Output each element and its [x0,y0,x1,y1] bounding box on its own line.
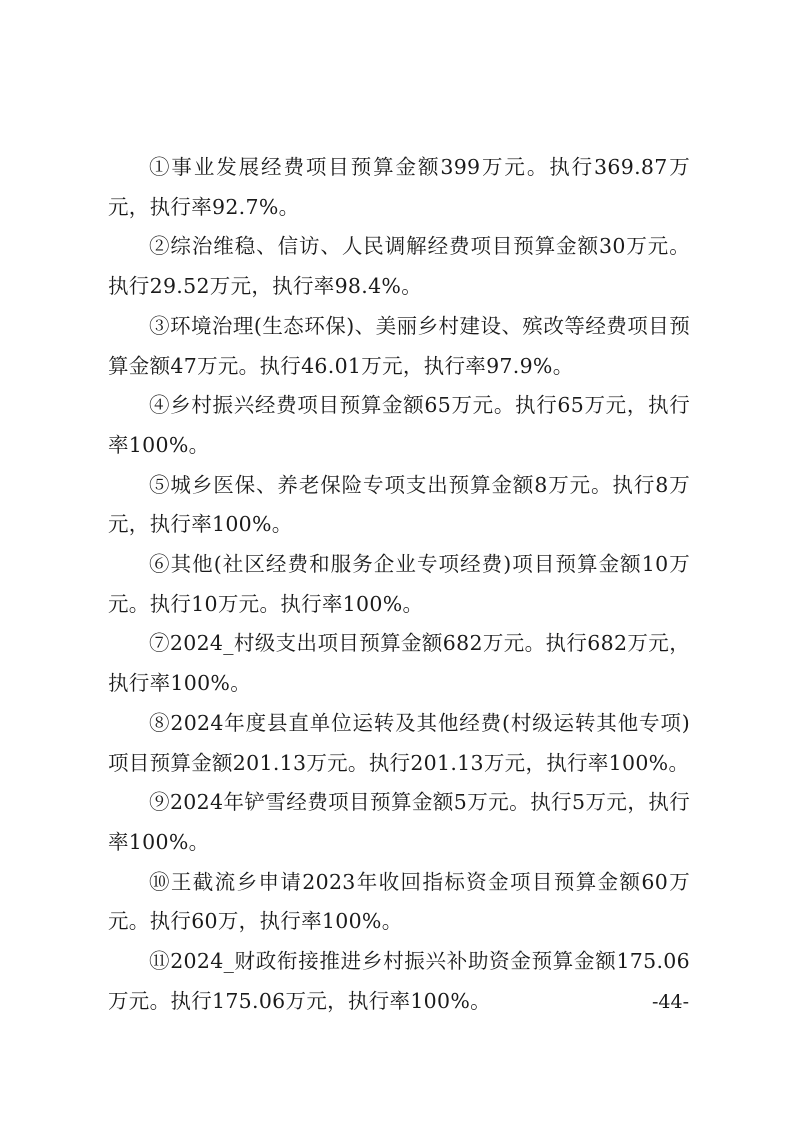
paragraph-item-7: ⑦2024_村级支出项目预算金额682万元。执行682万元，执行率100%。 [108,631,690,696]
paragraph-item-2: ②综治维稳、信访、人民调解经费项目预算金额30万元。执行29.52万元，执行率98.4%。 [108,234,690,299]
paragraph-item-3: ③环境治理(生态环保)、美丽乡村建设、殡改等经费项目预算金额47万元。执行46.01万元，执行率97.9%。 [108,313,690,378]
body-text [108,148,690,1021]
page-number: -44- [651,991,689,1013]
paragraph-item-11: ⑪2024_财政衔接推进乡村振兴补助资金预算金额175.06万元。执行175.06万元，执行率100%。 [108,949,690,1013]
paragraph-item-5: ⑤城乡医保、养老保险专项支出预算金额8万元。执行8万元，执行率100%。 [108,472,690,537]
paragraph-item-6: ⑥其他(社区经费和服务企业专项经费)项目预算金额10万元。执行10万元。执行率100%。 [108,552,690,616]
paragraph-item-10: ⑩王截流乡申请2023年收回指标资金项目预算金额60万元。执行60万，执行率100%。 [108,869,690,934]
paragraph-item-9: ⑨2024年铲雪经费项目预算金额5万元。执行5万元，执行率100%。 [108,790,690,854]
paragraph-item-4: ④乡村振兴经费项目预算金额65万元。执行65万元，执行率100%。 [108,393,690,457]
paragraph-item-1: ①事业发展经费项目预算金额399万元。执行369.87万元，执行率92.7%。 [108,155,690,219]
paragraph-item-8: ⑧2024年度县直单位运转及其他经费(村级运转其他专项)项目预算金额201.13万元。执行201.13万元，执行率100%。 [108,710,690,775]
